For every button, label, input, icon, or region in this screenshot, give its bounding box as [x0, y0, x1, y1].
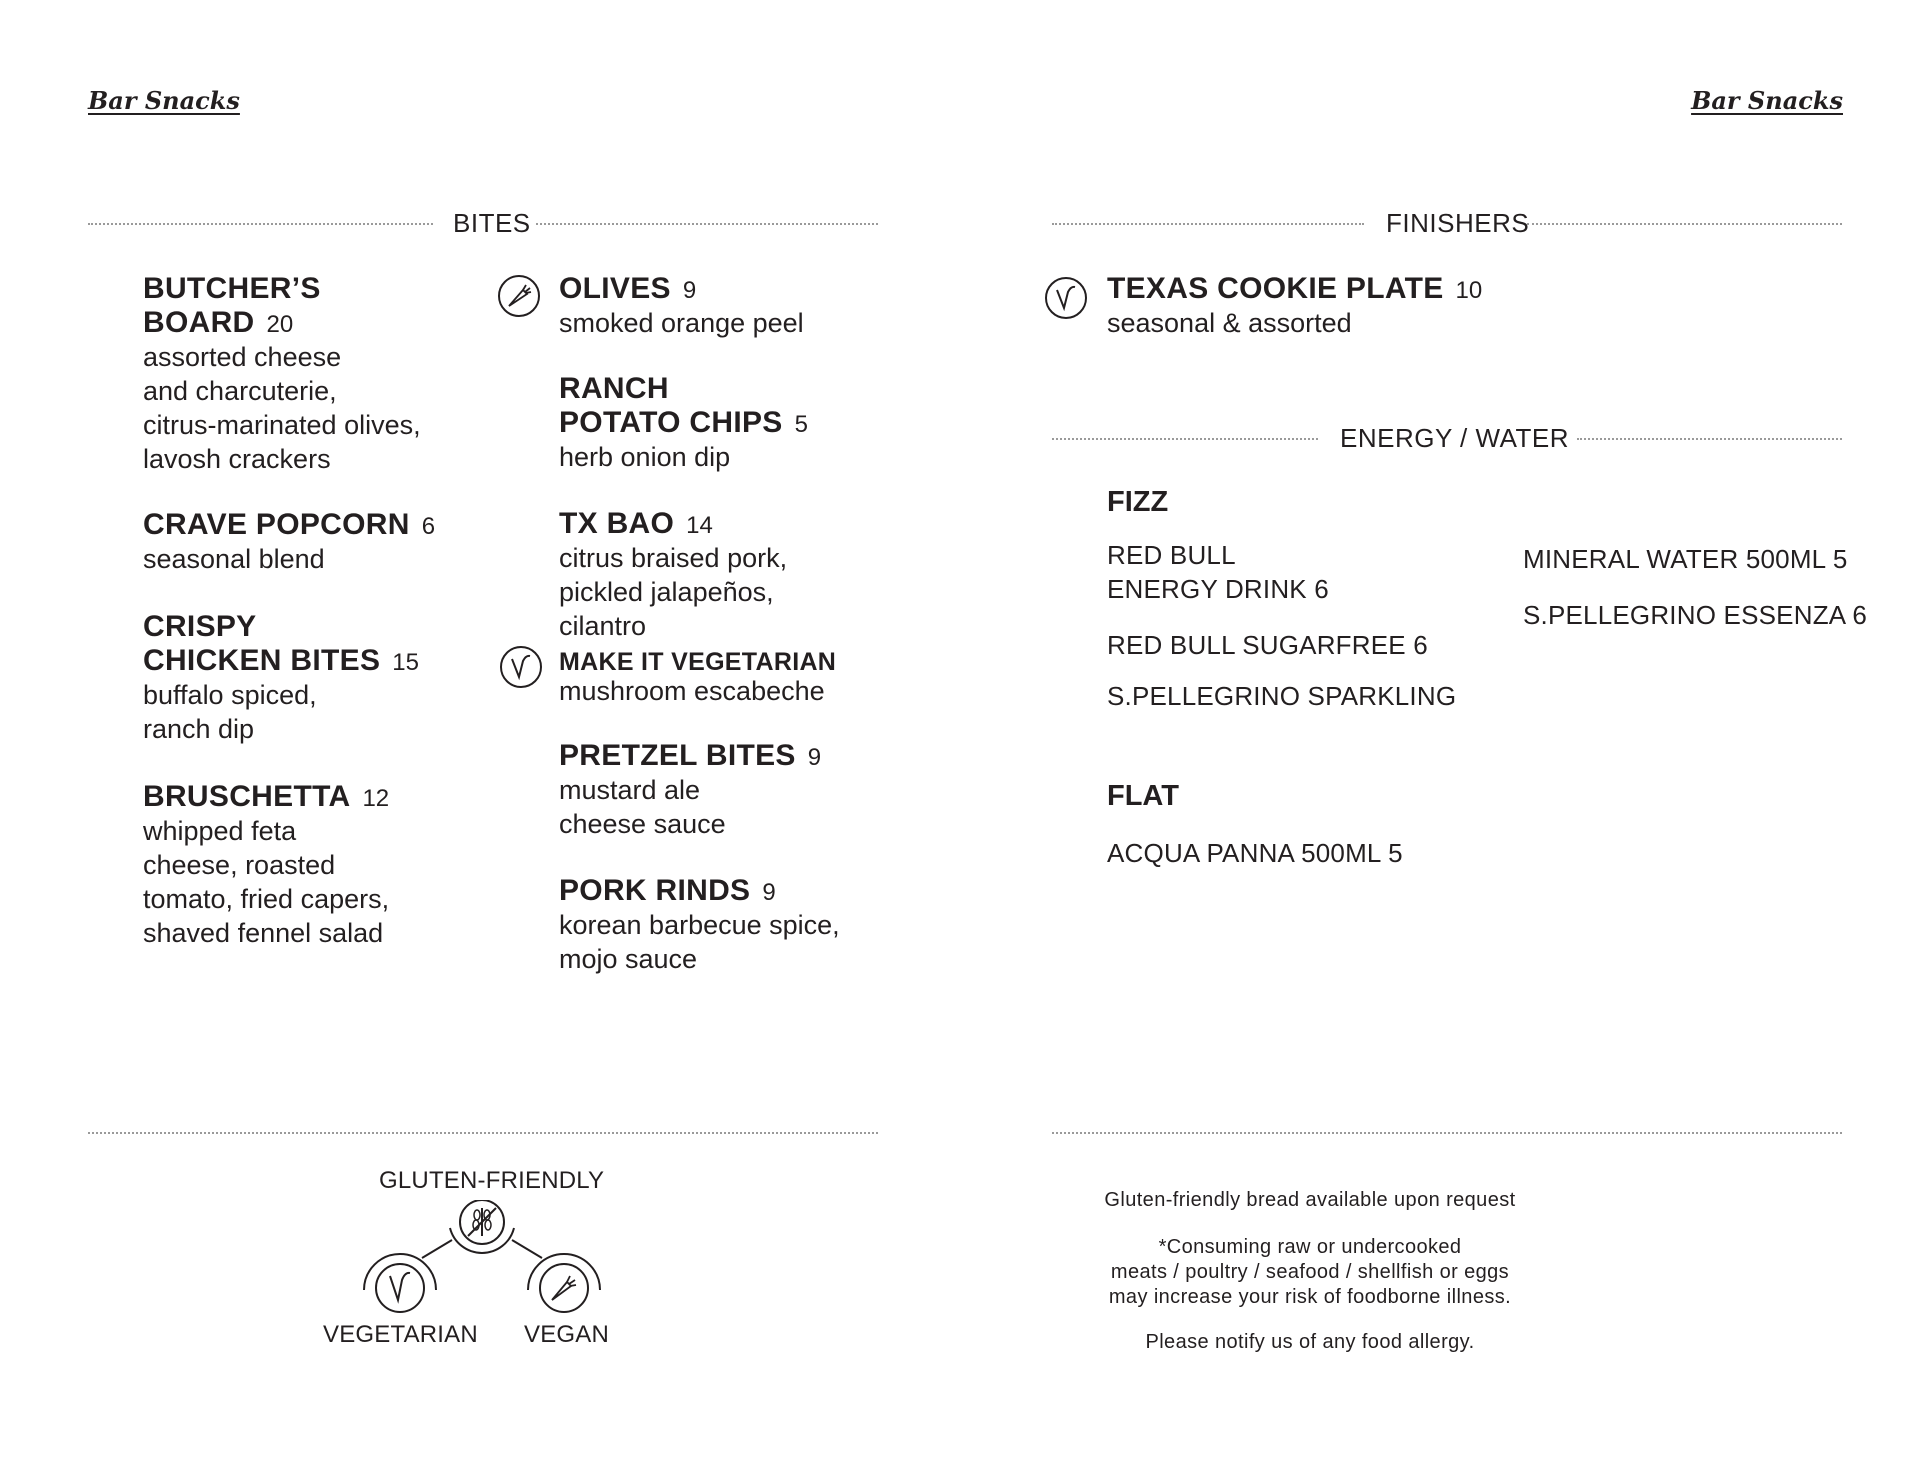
item-price: 20	[266, 311, 294, 338]
menu-item-ranch-potato-chips: RANCH POTATO CHIPS 5 herb onion dip	[559, 372, 808, 472]
menu-item-butchers-board: BUTCHER’S BOARD 20 assorted cheese and charcuterie, citrus-marinated olives, lavosh crackers	[143, 272, 421, 474]
bites-heading-label: BITES	[453, 208, 531, 238]
vegetarian-icon	[364, 1254, 436, 1312]
energy-water-heading-label: ENERGY / WATER	[1340, 423, 1569, 453]
footer-divider-left	[88, 1132, 878, 1134]
legend-vegetarian-label: VEGETARIAN	[323, 1321, 478, 1348]
legend-gluten-friendly-label: GLUTEN-FRIENDLY	[379, 1167, 605, 1194]
note-raw-warning-2: meats / poultry / seafood / shellfish or eggs	[1110, 1261, 1510, 1283]
note-allergy: Please notify us of any food allergy.	[1145, 1331, 1475, 1353]
vegetarian-icon	[499, 645, 543, 689]
finishers-heading-label: FINISHERS	[1386, 208, 1530, 238]
item-price: 6	[1413, 630, 1428, 660]
menu-item-pretzel-bites: PRETZEL BITES 9 mustard ale cheese sauce	[559, 739, 822, 839]
legend-vegan-label: VEGAN	[524, 1321, 610, 1348]
vegetarian-icon	[1044, 276, 1088, 320]
item-price: 15	[392, 649, 419, 676]
note-raw-warning-3: may increase your risk of foodborne illness.	[1108, 1286, 1512, 1308]
menu-item-tx-bao: TX BAO 14 citrus braised pork, pickled jalapeños, cilantro	[559, 507, 788, 641]
drink-s-pellegrino-essenza: S.PELLEGRINO ESSENZA 6	[1523, 600, 1867, 630]
menu-item-olives: OLIVES 9 smoked orange peel	[559, 272, 804, 338]
fizz-heading: FIZZ	[1107, 486, 1169, 518]
item-price: 10	[1455, 277, 1483, 304]
item-price: 9	[682, 277, 697, 304]
item-price: 5	[1388, 838, 1403, 868]
make-it-vegetarian-label: MAKE IT VEGETARIAN	[559, 648, 837, 676]
menu-item-pork-rinds: PORK RINDS 9 korean barbecue spice, mojo sauce	[559, 874, 840, 974]
bites-heading	[88, 208, 878, 238]
drink-red-bull: RED BULL ENERGY DRINK 6	[1107, 540, 1329, 604]
drink-mineral-water: MINERAL WATER 500ML 5	[1523, 544, 1848, 574]
vegan-icon	[497, 274, 541, 318]
note-raw-warning-1: *Consuming raw or undercooked	[1158, 1236, 1462, 1258]
menu-item-crispy-chicken-bites: CRISPY CHICKEN BITES 15 buffalo spiced, ranch dip	[143, 610, 419, 744]
vegan-icon	[528, 1254, 600, 1312]
menu-item-crave-popcorn: CRAVE POPCORN 6 seasonal blend	[143, 508, 436, 574]
energy-water-heading	[1052, 423, 1842, 453]
page-title-left: Bar Snacks	[88, 86, 240, 115]
item-price: 9	[762, 879, 776, 906]
item-price: 9	[807, 744, 822, 771]
item-price: 6	[421, 513, 436, 540]
gluten-friendly-icon	[450, 1200, 514, 1253]
drink-s-pellegrino-sparkling: S.PELLEGRINO SPARKLING	[1107, 681, 1457, 711]
item-price: 14	[686, 512, 713, 539]
item-price: 12	[362, 785, 390, 812]
page-title-right: Bar Snacks	[1691, 86, 1843, 115]
menu-item-bruschetta: BRUSCHETTA 12 whipped feta cheese, roasted tomato, fried capers, shaved fennel salad	[143, 780, 390, 948]
drink-acqua-panna: ACQUA PANNA 500ML 5	[1107, 838, 1403, 868]
item-price: 6	[1852, 600, 1867, 630]
legend-diagram	[360, 1200, 610, 1320]
item-price: 5	[1832, 544, 1848, 574]
menu-item-texas-cookie-plate: TEXAS COOKIE PLATE 10 seasonal & assorted	[1107, 272, 1483, 338]
item-price: 5	[794, 411, 808, 438]
footer-divider-right	[1052, 1132, 1842, 1134]
drink-red-bull-sugarfree: RED BULL SUGARFREE 6	[1107, 630, 1428, 660]
make-it-vegetarian-desc: mushroom escabeche	[559, 676, 825, 706]
flat-heading: FLAT	[1107, 780, 1179, 812]
note-gluten-bread: Gluten-friendly bread available upon request	[1104, 1189, 1516, 1211]
item-price: 6	[1314, 574, 1329, 604]
finishers-heading	[1052, 208, 1842, 238]
